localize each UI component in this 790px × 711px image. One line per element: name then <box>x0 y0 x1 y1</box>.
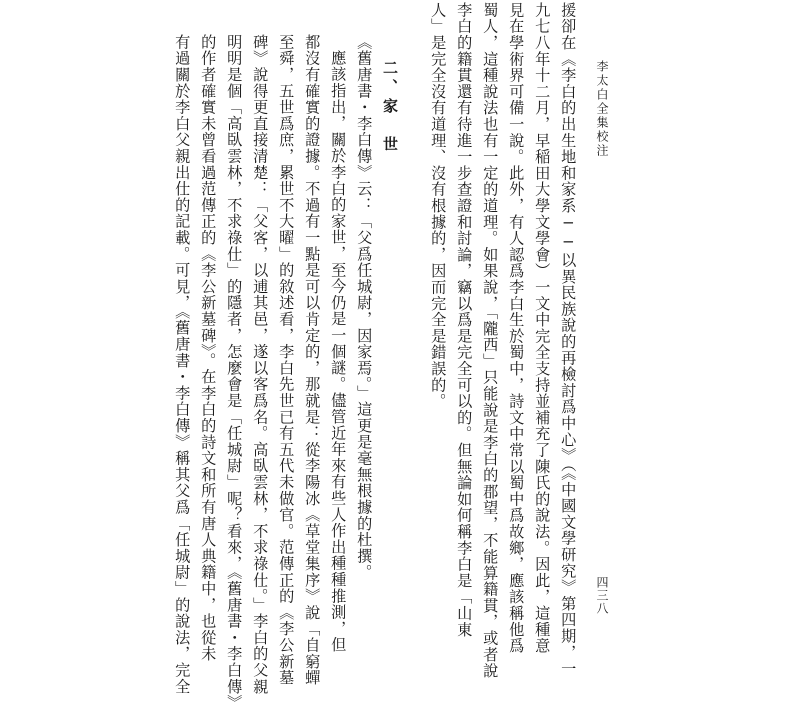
section-heading: 二、家 世 <box>381 60 399 155</box>
text-column: 見在學術界可備一說。此外，有人認爲李白生於蜀中，詩文中常以蜀中爲故鄉，應該稱他爲 <box>507 2 526 654</box>
text-column: 有過關於李白父親出仕的記載。可見，《舊唐書・李白傳》稱其父爲「任城尉」的說法，完全 <box>173 34 192 695</box>
text-column: 人」是完全沒有道理、沒有根據的，因而完全是錯誤的。 <box>429 2 448 410</box>
text-column: 碑》說得更直接清楚：「父客，以逋其邑，遂以客爲名。高臥雲林，不求祿仕。」李白的父親 <box>251 34 270 695</box>
text-column: 蜀人，這種說法也有一定的道理。如果說，「隴西」只能說是李白的郡望，不能算籍貫，或者說 <box>481 2 500 679</box>
text-column: 《舊唐書・李白傳》云：「父爲任城尉，因家焉。」這更是毫無根據的杜撰。 <box>355 34 374 581</box>
text-column: 明明是個「高臥雲林，不求祿仕」的隱者，怎麼會是「任城尉」呢？看來，《舊唐書・李白傳》 <box>225 34 244 711</box>
text-column: 九七八年十二月，早稲田大學文學會）一文中完全支持並補充了陳氏的說法。因此，這種意 <box>533 2 552 654</box>
text-column: 的作者確實未曾看過范傳正的《李公新墓碑》。在李白的詩文和所有唐人典籍中，也從未 <box>199 34 218 663</box>
text-column: 至舜，五世爲庶，累世不大曜」的敘述看，李白先世已有五代未做官。范傳正的《李公新墓 <box>277 34 296 686</box>
text-column: 李白的籍貫還有待進一步查證和討論，竊以爲是完全可以的。但無論如何稱李白是「山東 <box>455 2 474 638</box>
text-column: 援卻在《李白的出生地和家系──以異民族說的再檢討爲中心》（《中國文學研究》第四期，一 <box>559 2 578 677</box>
text-column: 應該指出，關於李白的家世，至今仍是一個謎。儘管近年來有些人作出種種推測，但 <box>329 50 348 654</box>
text-column: 都沒有確實的證據。不過有一點是可以肯定的，那就是：從李陽冰《草堂集序》說「自窮蟬 <box>303 34 322 686</box>
page-number: 四三八 <box>595 576 609 615</box>
running-title: 李太白全集校注 <box>595 60 609 158</box>
